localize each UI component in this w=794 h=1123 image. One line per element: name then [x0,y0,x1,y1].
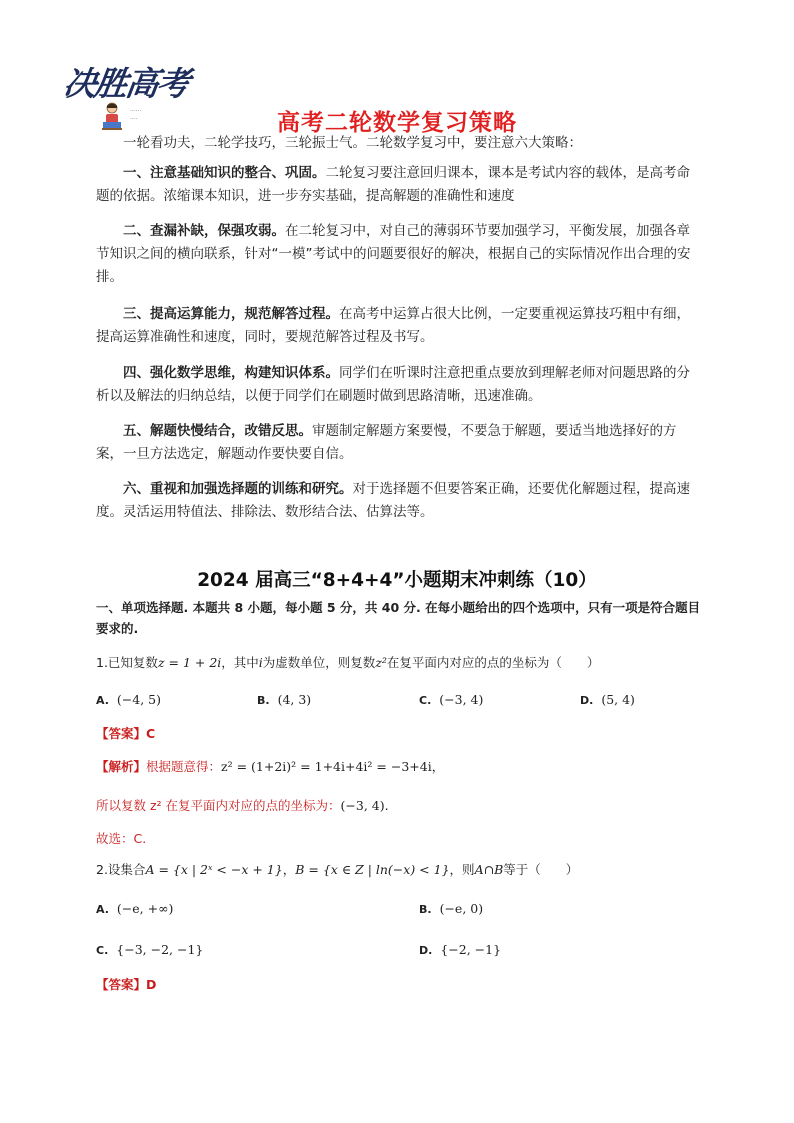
math-expression: z = 1 + 2i [157,655,222,670]
math-expression: A = {x | 2ˣ < −x + 1} [145,862,283,877]
question-text: ，则 [449,862,475,877]
strategy-body: 对于选择题不但要答案正确，还要优化解题过程，提高速度。灵活运用特值法、排除法、数形结合法、估算法等。 [96,481,690,520]
math-expression: A∩B [474,862,504,877]
strategy-heading: 六、重视和加强选择题的训练和研究。 [123,481,353,497]
strategy-2 [96,220,700,289]
page-title: 高考二轮数学复习策略 [277,110,517,136]
question-text: 2.设集合 [96,862,146,877]
math-expression: i [258,655,263,670]
option-d: D. (5, 4) [580,692,635,707]
math-expression: z² [375,655,387,670]
question-1 [96,653,700,673]
answer-2: 【答案】D [96,977,157,992]
analysis-1-line-2: 所以复数 z² 在复平面内对应的点的坐标为：(−3, 4). [96,798,389,813]
option-b: B. (4, 3) [257,692,312,707]
question-2 [96,860,700,880]
question-text: 在复平面内对应的点的坐标为（ ） [386,655,600,670]
question-text: ， [282,862,296,877]
strategy-body: 审题制定解题方案要慢，不要急于解题，要适当地选择好的方案，一旦方法选定，解题动作要快要自信。 [96,423,677,462]
strategy-1 [96,162,700,208]
section-title: 2024 届高三“8+4+4”小题期末冲刺练（10） [197,570,597,591]
intro-paragraph: 一轮看功夫，二轮学技巧，三轮振士气。二轮数学复习中，要注意六大策略： [123,135,582,151]
strategy-4 [96,362,700,408]
section-instructions: 一、单项选择题. 本题共 8 小题，每小题 5 分，共 40 分. 在每小题给出的四个选项中，只有一项是符合题目要求的. [96,600,701,636]
logo-decoration: ······ ···· [130,108,142,123]
question-text: 1.已知复数 [96,655,158,670]
option-c: C. (−3, 4) [419,692,484,707]
option-d: D. {−2, −1} [419,942,502,957]
question-text: ，其中 [221,655,259,670]
strategy-5 [96,420,700,466]
option-c: C. {−3, −2, −1} [96,942,204,957]
strategy-heading: 四、强化数学思维，构建知识体系。 [123,365,339,381]
strategy-6 [96,478,700,524]
math-expression: B = {x ∈ Z | ln(−x) < 1} [295,862,450,877]
question-text: 为虚数单位，则复数 [262,655,376,670]
strategy-body: 二轮复习要注意回归课本，课本是考试内容的载体，是高考命题的依据。浓缩课本知识，进一步夯实基础，提高解题的准确性和速度 [96,165,690,204]
strategy-heading: 三、提高运算能力，规范解答过程。 [123,306,339,322]
logo-text: 决胜高考 [60,64,191,103]
answer-1: 【答案】C [96,726,156,741]
strategy-body: 在二轮复习中，对自己的薄弱环节要加强学习，平衡发展，加强各章节知识之间的横向联系，针对“一模”考试中的问题要很好的解决，根据自己的实际情况作出合理的安排。 [96,223,691,285]
strategy-body: 在高考中运算占很大比例，一定要重视运算技巧粗中有细，提高运算准确性和速度，同时，要规范解答过程及书写。 [96,306,690,345]
strategy-heading: 二、查漏补缺，保强攻弱。 [123,223,285,239]
strategy-heading: 一、注意基础知识的整合、巩固。 [123,165,326,181]
question-text: 等于（ ） [503,862,579,877]
strategy-3 [96,303,700,349]
option-a: A. (−4, 5) [96,692,161,707]
strategy-body: 同学们在听课时注意把重点要放到理解老师对问题思路的分析以及解法的归纳总结，以便于同学们在刷题时做到思路清晰，迅速准确。 [96,365,690,404]
strategy-heading: 五、解题快慢结合，改错反思。 [123,423,312,439]
option-b: B. (−e, 0) [419,901,484,916]
analysis-1: 【解析】根据题意得：z² = (1+2i)² = 1+4i+4i² = −3+4i， [96,759,445,774]
option-a: A. (−e, +∞) [96,901,174,916]
conclusion-1: 故选：C. [96,831,147,846]
